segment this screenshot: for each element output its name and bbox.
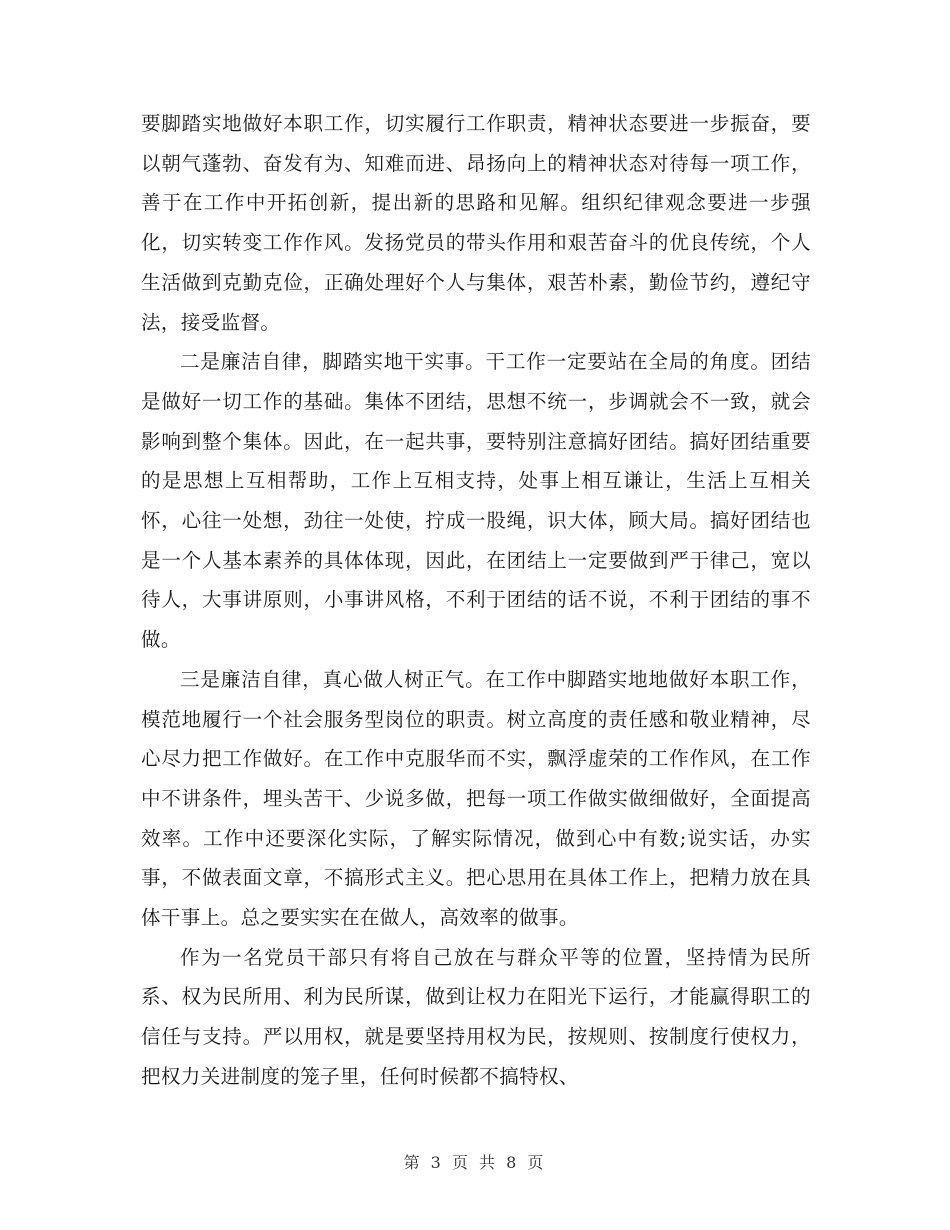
paragraph-1: 要脚踏实地做好本职工作，切实履行工作职责，精神状态要进一步振奋，要以朝气蓬勃、奋发有为、知难而进、昂扬向上的精神状态对待每一项工作，善于在工作中开拓创新，提出新的思路和见解。组织纪律观念要进一步强化，切实转变工作作风。发扬党员的带头作用和艰苦奋斗的优良传统，个人生活做到克勤克俭，正确处理好个人与集体，艰苦朴素，勤俭节约，遵纪守法，接受监督。 xyxy=(141,112,811,334)
page-number-footer: 第 3 页 共 8 页 xyxy=(403,1153,547,1172)
document-body xyxy=(141,104,811,1097)
paragraph-2: 二是廉洁自律，脚踏实地干实事。干工作一定要站在全局的角度。团结是做好一切工作的基础。集体不团结，思想不统一，步调就会不一致，就会影响到整个集体。因此，在一起共事，要特别注意搞好团结。搞好团结重要的是思想上互相帮助，工作上互相支持，处事上相互谦让，生活上互相关怀，心往一处想，劲往一处使，拧成一股绳，识大体，顾大局。搞好团结也是一个人基本素养的具体体现，因此，在团结上一定要做到严于律己，宽以待人，大事讲原则，小事讲风格，不利于团结的话不说，不利于团结的事不做。 xyxy=(141,350,811,652)
paragraph-4: 作为一名党员干部只有将自己放在与群众平等的位置，坚持情为民所系、权为民所用、利为民所谋，做到让权力在阳光下运行，才能赢得职工的信任与支持。严以用权，就是要坚持用权为民，按规则、按制度行使权力，把权力关进制度的笼子里，任何时候都不搞特权、 xyxy=(141,945,811,1088)
paragraph-3: 三是廉洁自律，真心做人树正气。在工作中脚踏实地地做好本职工作，模范地履行一个社会服务型岗位的职责。树立高度的责任感和敬业精神，尽心尽力把工作做好。在工作中克服华而不实，飘浮虚荣的工作作风，在工作中不讲条件，埋头苦干、少说多做，把每一项工作做实做细做好，全面提高效率。工作中还要深化实际，了解实际情况，做到心中有数;说实话，办实事，不做表面文章，不搞形式主义。把心思用在具体工作上，把精力放在具体干事上。总之要实实在在做人，高效率的做事。 xyxy=(141,667,811,930)
